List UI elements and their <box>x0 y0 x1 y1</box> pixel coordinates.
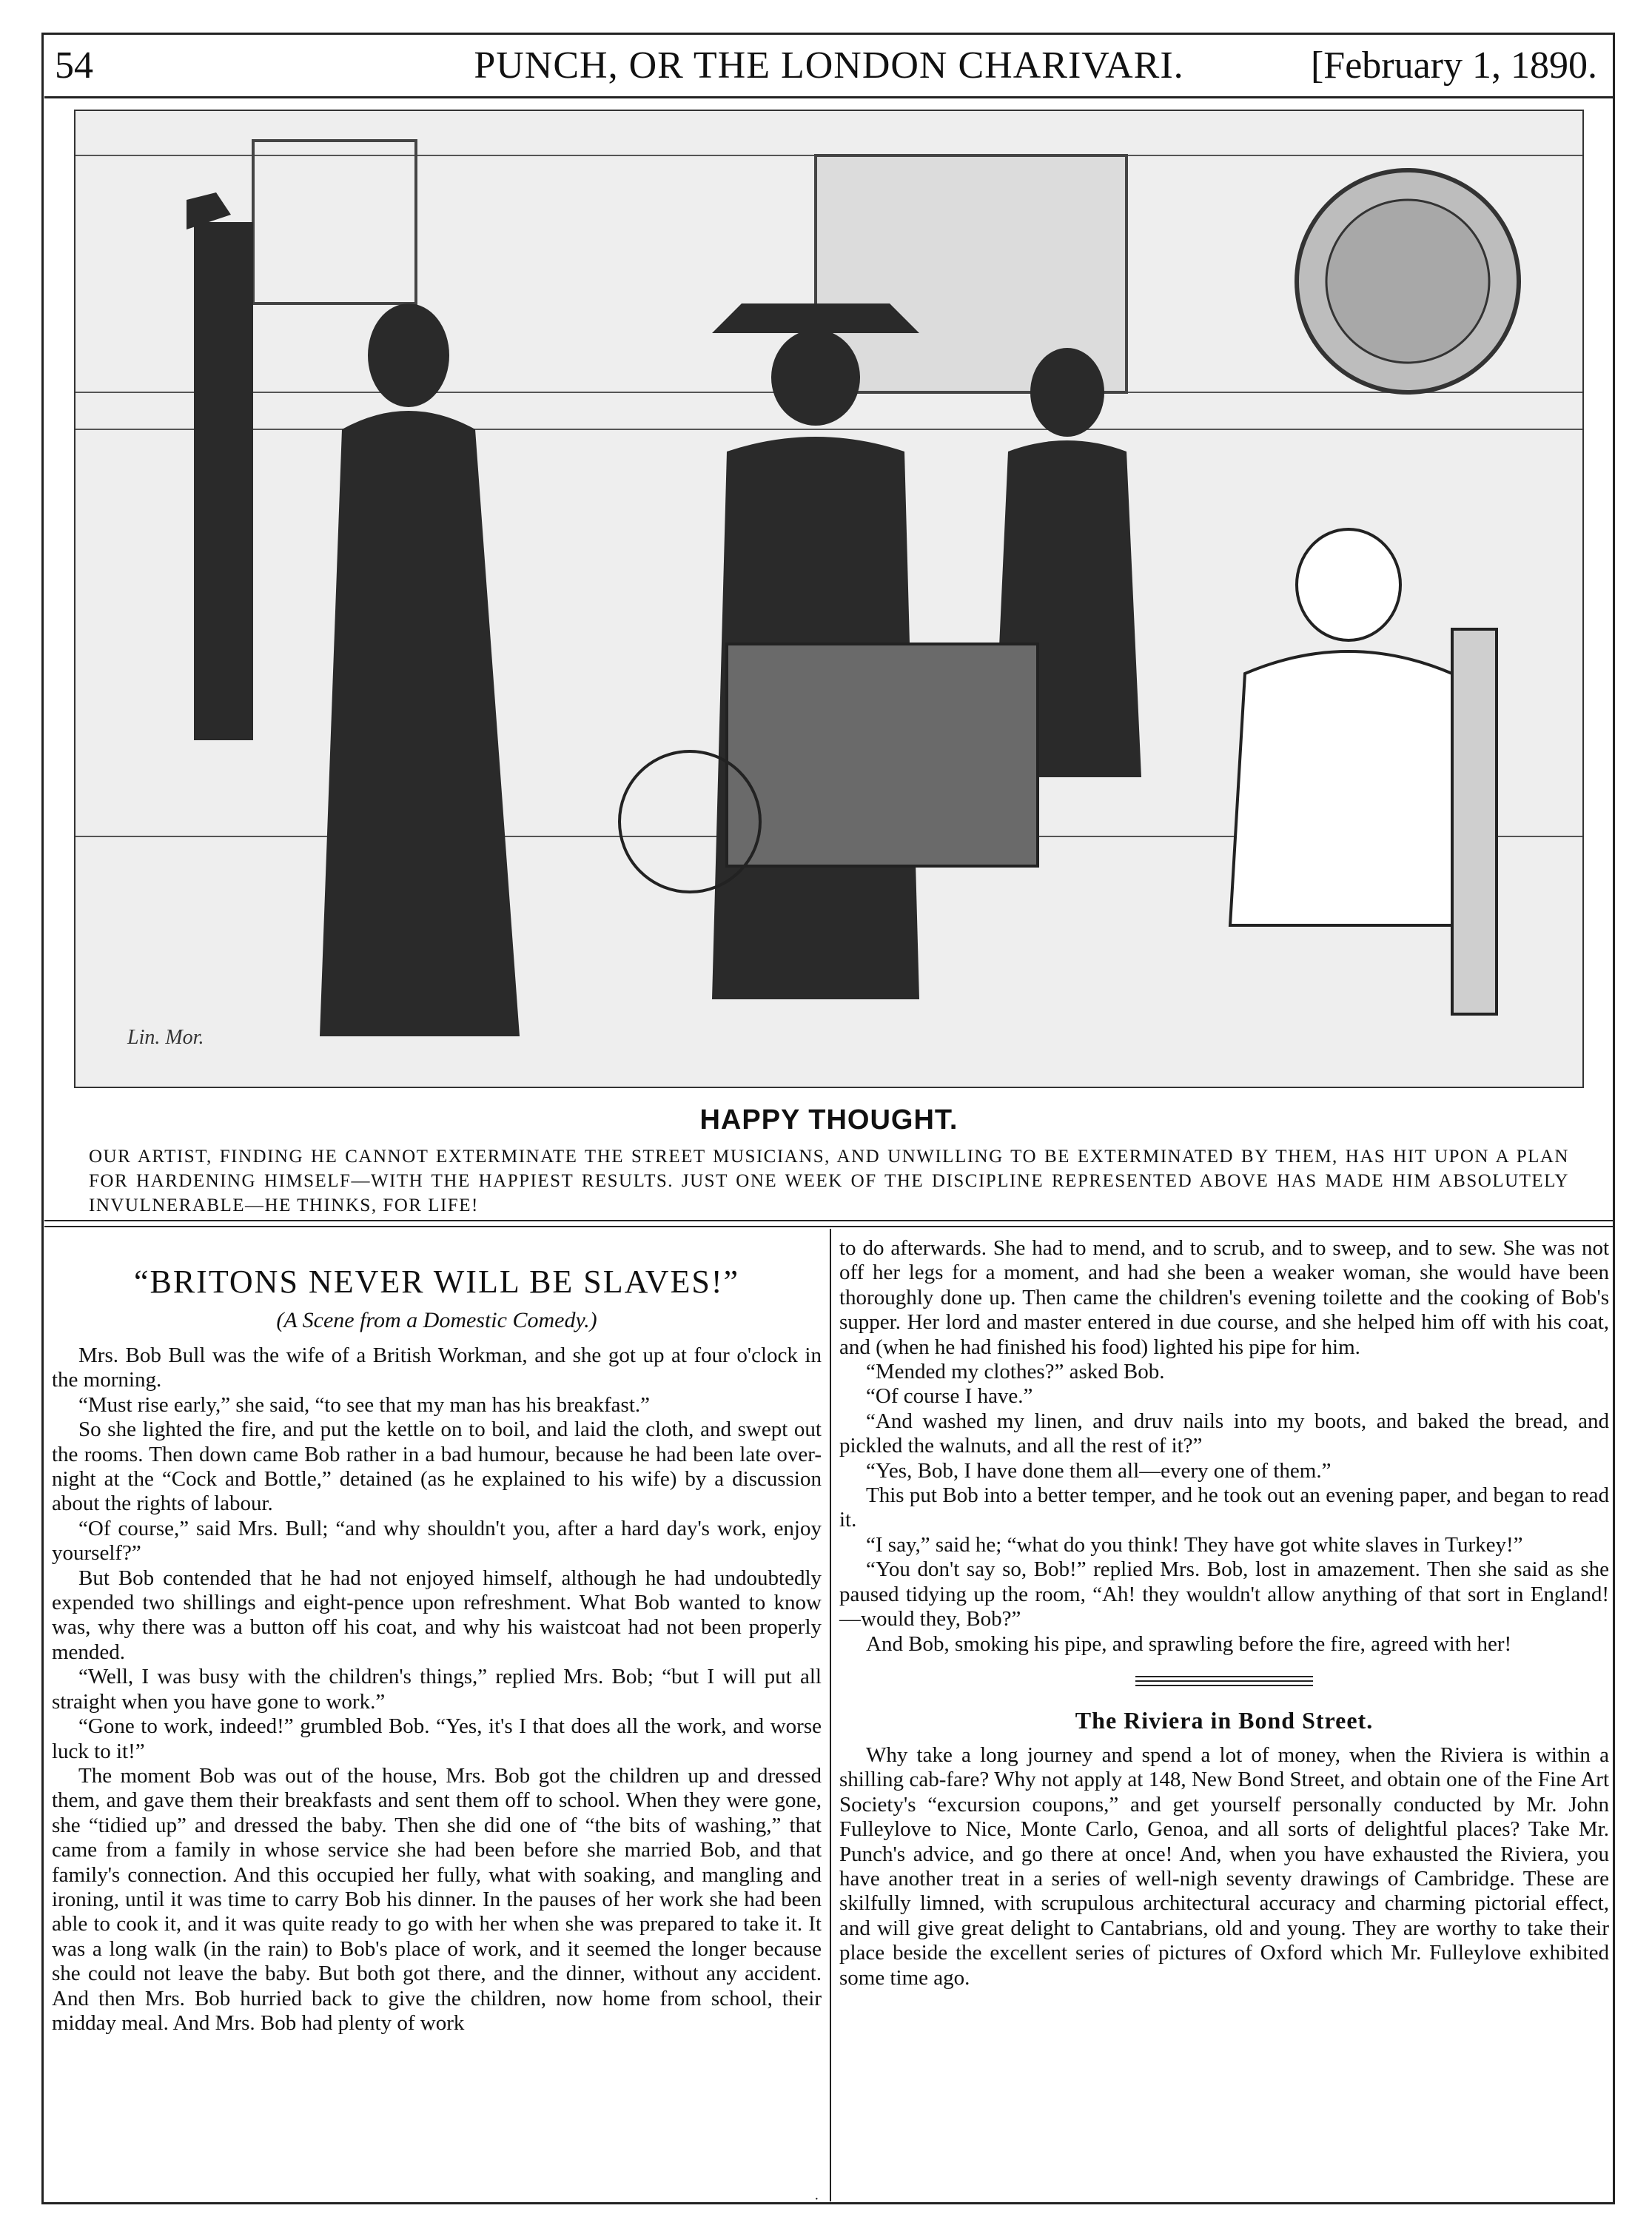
cartoon-title: HAPPY THOUGHT. <box>699 1104 958 1136</box>
issue-date: [February 1, 1890. <box>1310 44 1597 87</box>
article-paragraph: “You don't say so, Bob!” replied Mrs. Bob, lost in amazement. Then she said as she paused tidying up the room, “Ah! they wouldn't allow anything of that sort in England!—would they, Bob?” <box>839 1557 1609 1631</box>
article-paragraph: The moment Bob was out of the house, Mrs. Bob got the children up and dressed them, and gave them their breakfasts and sent them off to school. When they were gone, she “tidied up” and dressed the baby. Then she did one of “the bits of washing,” that came from a family in whose service she had been before she married Bob, and that family's connection. And this occupied her fully, what with soaking, and mangling and ironing, until it was time to carry Bob his dinner. In the pauses of her work she had been able to cook it, and it was quite ready to go with her when she was prepared to take it. It was a long walk (in the rain) to Bob's place of work, and it seemed the longer because she could not leave the baby. But both got there, and the dinner, without any accident. And then Mrs. Bob hurried back to give the children, now home from school, their midday meal. And Mrs. Bob had plenty of work <box>52 1763 822 2035</box>
article-paragraph: So she lighted the fire, and put the kettle on to boil, and laid the cloth, and swept out the rooms. Then down came Bob rather in a bad humour, because he had been late over-night at the “Cock and Bottle,” detained (as he explained to his wife) by a discussion about the rights of labour. <box>52 1418 822 1516</box>
artist-signature: Lin. Mor. <box>127 1026 204 1049</box>
separator-rule <box>1135 1685 1313 1686</box>
column-divider <box>830 1229 831 2201</box>
article-paragraph: to do afterwards. She had to mend, and to scrub, and to sweep, and to sew. She was not off her legs for a moment, and had she been a weaker woman, she would have been thoroughly done up. Then came the children's evening toilette and the cooking of Bob's supper. Her lord and master entered in due course, and she helped him off with his coat, and (when he had finished his food) lighted his pipe for him. <box>839 1236 1609 1359</box>
section-rule-bottom <box>44 1226 1614 1227</box>
article-paragraph: “Yes, Bob, I have done them all—every one of them.” <box>866 1458 1332 1483</box>
article-paragraph: This put Bob into a better temper, and he took out an evening paper, and began to read it. <box>839 1483 1609 1532</box>
article-paragraph: “Mended my clothes?” asked Bob. <box>866 1360 1165 1384</box>
page-number: 54 <box>55 44 93 87</box>
left-column <box>52 1236 822 2036</box>
article-paragraph: Mrs. Bob Bull was the wife of a British Workman, and she got up at four o'clock in the morning. <box>52 1344 822 1392</box>
article-paragraph: “Must rise early,” she said, “to see that my man has his breakfast.” <box>78 1392 651 1417</box>
article-paragraph: “I say,” said he; “what do you think! They have got white slaves in Turkey!” <box>866 1532 1523 1557</box>
article-paragraph: “Of course I have.” <box>866 1384 1033 1409</box>
riviera-title: The Riviera in Bond Street. <box>1075 1706 1374 1734</box>
article-paragraph: “Well, I was busy with the children's things,” replied Mrs. Bob; “but I will put all straight when you have gone to work.” <box>52 1665 822 1714</box>
bottom-mark: · <box>814 2191 819 2207</box>
publication-title: PUNCH, OR THE LONDON CHARIVARI. <box>474 44 1184 87</box>
right-column <box>839 1236 1609 1990</box>
separator-rule <box>1135 1680 1313 1682</box>
separator-rule <box>1135 1676 1313 1677</box>
article-paragraph: “Gone to work, indeed!” grumbled Bob. “Yes, it's I that does all the work, and worse luck to it!” <box>52 1714 822 1763</box>
article-paragraph: And Bob, smoking his pipe, and sprawling before the fire, agreed with her! <box>866 1631 1512 1656</box>
article-paragraph: But Bob contended that he had not enjoyed himself, although he had undoubtedly expended two shillings and eight-pence upon refreshment. What Bob wanted to know was, why there was a button off his coat, and why his waistcoat had not been properly mended. <box>52 1566 822 1664</box>
article-paragraph: “Of course,” said Mrs. Bull; “and why shouldn't you, after a hard day's work, enjoy yourself?” <box>52 1516 822 1566</box>
section-rule-top <box>44 1220 1614 1221</box>
article-paragraph: “And washed my linen, and druv nails into my boots, and baked the bread, and pickled the walnuts, and all the rest of it?” <box>839 1409 1609 1458</box>
article-title: “BRITONS NEVER WILL BE SLAVES!” <box>133 1264 740 1300</box>
page-header <box>44 36 1614 96</box>
header-rule <box>44 96 1614 98</box>
article-subtitle: (A Scene from a Domestic Comedy.) <box>276 1308 597 1332</box>
cartoon-illustration <box>74 110 1584 1088</box>
riviera-paragraph: Why take a long journey and spend a lot of money, when the Riviera is within a shilling cab-fare? Why not apply at 148, New Bond Street, and obtain one of the Fine Art Society's “excursion coupons,” and get yourself personally conducted by Mr. John Fulleylove to Nice, Monte Carlo, Genoa, and all sorts of delightful places? Take Mr. Punch's advice, and go there at once! And, when you have exhausted the Riviera, you have another treat in a series of well-nigh seventy drawings of Cambridge. These are skilfully limned, with scrupulous architectural accuracy and charming pictorial effect, and will give great delight to Cantabrians, old and young. They are worthy to take their place beside the excellent series of pictures of Oxford which Mr. Fulleylove exhibited some time ago. <box>839 1742 1609 1990</box>
cartoon-caption: OUR ARTIST, FINDING HE CANNOT EXTERMINATE THE STREET MUSICIANS, AND UNWILLING TO BE EXTERMINATED BY THEM, HAS HIT UPON A PLAN FOR HARDENING HIMSELF—WITH THE HAPPIEST RESULTS. JUST ONE WEEK OF THE DISCIPLINE REPRESENTED ABOVE HAS MADE HIM ABSOLUTELY INVULNERABLE—HE THINKS, FOR LIFE! <box>89 1147 1569 1215</box>
